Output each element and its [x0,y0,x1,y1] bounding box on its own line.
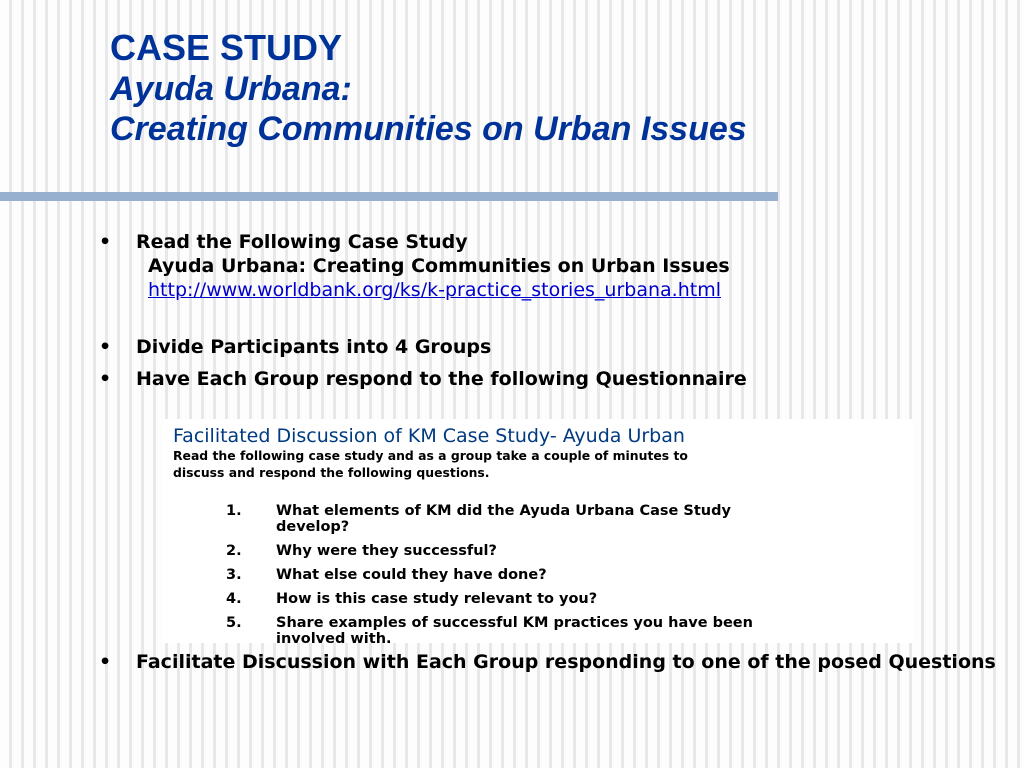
case-study-name: Ayuda Urbana: Creating Communities on Urban Issues [148,255,730,277]
question-number: 1. [226,503,242,519]
bullet-respond-questionnaire [99,367,999,391]
questionnaire-box [163,419,913,647]
question-text: How is this case study relevant to you? [276,591,598,607]
questionnaire-intro [173,447,773,481]
bullet-read-case-study [99,230,999,302]
questionnaire-intro-line1: Read the following case study and as a group take a couple of minutes to [173,448,688,463]
question-text: What elements of KM did the Ayuda Urbana Case Study develop? [276,503,731,535]
case-study-link[interactable]: http://www.worldbank.org/ks/k-practice_stories_urbana.html [148,279,721,301]
title-subtitle-line2: Creating Communities on Urban Issues [110,110,747,148]
question-item [173,503,796,535]
bullet-text: Divide Participants into 4 Groups [136,336,492,358]
bullet-text: Read the Following Case Study [136,231,468,253]
bullet-icon: • [99,231,112,253]
bullet-divide-groups [99,335,999,359]
title-subtitle-line1: Ayuda Urbana: [110,70,352,108]
question-item [173,615,796,647]
question-item [173,567,796,583]
title-main: CASE STUDY [110,27,343,68]
bullet-text: Facilitate Discussion with Each Group responding to one of the posed Questions [136,651,996,673]
question-text: Why were they successful? [276,543,497,559]
bullet-icon: • [99,368,112,390]
bullet-icon: • [99,651,112,673]
question-number: 2. [226,543,242,559]
question-item [173,591,796,607]
bullet-list [99,230,999,391]
question-item [173,543,796,559]
questionnaire-title: Facilitated Discussion of KM Case Study- Ayuda Urban [173,425,685,447]
question-number: 3. [226,567,242,583]
question-text: Share examples of successful KM practices you have been involved with. [276,615,753,647]
question-number: 5. [226,615,242,631]
question-text: What else could they have done? [276,567,547,583]
bullet-text: Have Each Group respond to the following Questionnaire [136,368,747,390]
questionnaire-intro-line2: discuss and respond the following questions. [173,465,490,480]
question-number: 4. [226,591,242,607]
slide-title [110,28,747,149]
bullet-facilitate-discussion [99,650,999,674]
bullet-icon: • [99,336,112,358]
title-divider [0,192,778,201]
question-list [173,503,904,647]
